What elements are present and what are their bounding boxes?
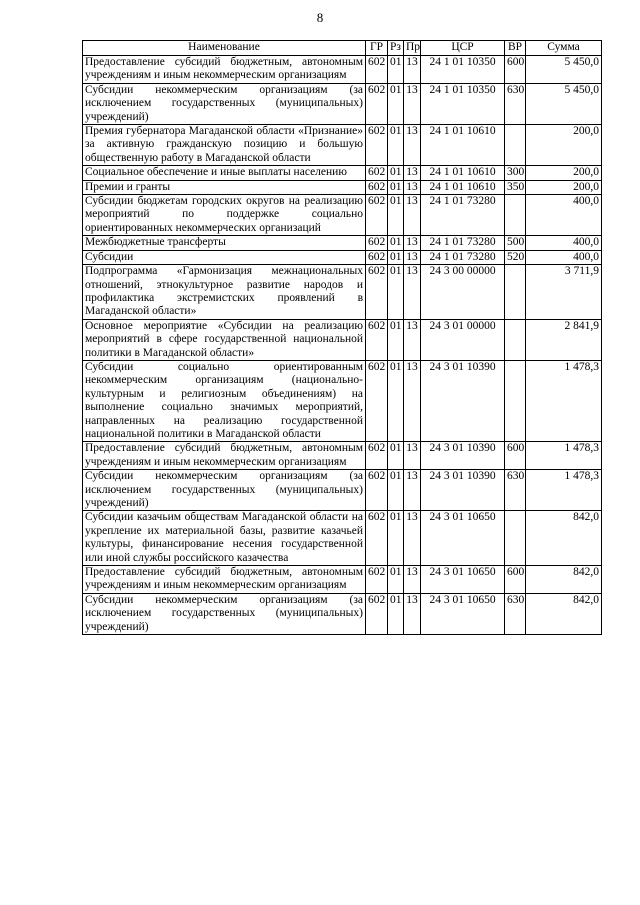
row-pr-cell: 13: [404, 125, 421, 166]
row-rz-cell: 01: [388, 511, 404, 566]
row-gr-cell: 602: [366, 511, 388, 566]
row-sum-cell: 1 478,3: [526, 360, 602, 441]
row-vr-cell: [505, 125, 526, 166]
row-gr-cell: 602: [366, 125, 388, 166]
row-rz-cell: 01: [388, 250, 404, 264]
row-pr-cell: 13: [404, 195, 421, 236]
row-vr-cell: [505, 319, 526, 360]
row-csr-cell: 24 1 01 10610: [421, 166, 505, 180]
row-csr-cell: 24 1 01 10350: [421, 83, 505, 124]
table-row: [83, 56, 602, 84]
row-sum-cell: 5 450,0: [526, 83, 602, 124]
row-pr-cell: 13: [404, 83, 421, 124]
row-name-cell: Премии и гранты: [83, 180, 366, 194]
row-pr-cell: 13: [404, 250, 421, 264]
row-pr-cell: 13: [404, 566, 421, 594]
row-rz-cell: 01: [388, 236, 404, 250]
table-row: [83, 83, 602, 124]
row-gr-cell: 602: [366, 442, 388, 470]
row-sum-cell: 1 478,3: [526, 470, 602, 511]
row-pr-cell: 13: [404, 236, 421, 250]
row-csr-cell: 24 3 01 10650: [421, 593, 505, 634]
row-rz-cell: 01: [388, 470, 404, 511]
row-rz-cell: 01: [388, 195, 404, 236]
row-csr-cell: 24 1 01 10350: [421, 56, 505, 84]
row-vr-cell: [505, 511, 526, 566]
table-row: [83, 180, 602, 194]
table-row: [83, 250, 602, 264]
row-name-cell: Субсидии некоммерческим организациям (за исключением государственных (муниципальных) учреждений): [83, 593, 366, 634]
table-header: [83, 41, 602, 56]
row-name-cell: Социальное обеспечение и иные выплаты населению: [83, 166, 366, 180]
row-gr-cell: 602: [366, 180, 388, 194]
row-pr-cell: 13: [404, 360, 421, 441]
row-sum-cell: 2 841,9: [526, 319, 602, 360]
row-rz-cell: 01: [388, 83, 404, 124]
row-gr-cell: 602: [366, 236, 388, 250]
header-rz: Рз: [388, 41, 404, 56]
row-vr-cell: 630: [505, 593, 526, 634]
row-sum-cell: 200,0: [526, 166, 602, 180]
row-sum-cell: 842,0: [526, 566, 602, 594]
row-gr-cell: 602: [366, 360, 388, 441]
table-row: [83, 442, 602, 470]
row-sum-cell: 5 450,0: [526, 56, 602, 84]
row-gr-cell: 602: [366, 319, 388, 360]
row-pr-cell: 13: [404, 166, 421, 180]
table-row: [83, 166, 602, 180]
header-pr: Пр: [404, 41, 421, 56]
row-sum-cell: 1 478,3: [526, 442, 602, 470]
row-vr-cell: [505, 360, 526, 441]
table-row: [83, 360, 602, 441]
row-pr-cell: 13: [404, 511, 421, 566]
table-body: [83, 56, 602, 635]
row-rz-cell: 01: [388, 442, 404, 470]
row-rz-cell: 01: [388, 166, 404, 180]
row-gr-cell: 602: [366, 566, 388, 594]
row-name-cell: Субсидии бюджетам городских округов на реализацию мероприятий по поддержке социально ориентированных некоммерческих организаций: [83, 195, 366, 236]
row-gr-cell: 602: [366, 593, 388, 634]
row-rz-cell: 01: [388, 56, 404, 84]
row-gr-cell: 602: [366, 56, 388, 84]
table-row: [83, 593, 602, 634]
row-rz-cell: 01: [388, 566, 404, 594]
row-gr-cell: 602: [366, 83, 388, 124]
row-vr-cell: 350: [505, 180, 526, 194]
row-pr-cell: 13: [404, 593, 421, 634]
row-rz-cell: 01: [388, 593, 404, 634]
row-pr-cell: 13: [404, 56, 421, 84]
row-sum-cell: 842,0: [526, 511, 602, 566]
row-rz-cell: 01: [388, 319, 404, 360]
row-sum-cell: 200,0: [526, 180, 602, 194]
table-row: [83, 265, 602, 320]
row-vr-cell: 520: [505, 250, 526, 264]
row-name-cell: Субсидии социально ориентированным некоммерческим организациям (национально-культурным и религиозным объединениям) на выполнение социально значимых мероприятий, направленных на реализацию государственной национальной политики в Магаданской области: [83, 360, 366, 441]
row-name-cell: Субсидии: [83, 250, 366, 264]
row-gr-cell: 602: [366, 166, 388, 180]
row-vr-cell: 600: [505, 566, 526, 594]
row-vr-cell: 600: [505, 56, 526, 84]
row-csr-cell: 24 3 00 00000: [421, 265, 505, 320]
row-vr-cell: [505, 265, 526, 320]
row-sum-cell: 200,0: [526, 125, 602, 166]
row-rz-cell: 01: [388, 180, 404, 194]
table-row: [83, 566, 602, 594]
row-rz-cell: 01: [388, 360, 404, 441]
row-csr-cell: 24 3 01 10390: [421, 360, 505, 441]
row-name-cell: Подпрограмма «Гармонизация межнациональных отношений, этнокультурное развитие народов и профилактика экстремистских проявлений в Магаданской области»: [83, 265, 366, 320]
row-vr-cell: 500: [505, 236, 526, 250]
table-row: [83, 236, 602, 250]
row-csr-cell: 24 3 01 10650: [421, 566, 505, 594]
table-row: [83, 470, 602, 511]
row-csr-cell: 24 1 01 73280: [421, 250, 505, 264]
row-csr-cell: 24 3 01 10390: [421, 470, 505, 511]
row-sum-cell: 3 711,9: [526, 265, 602, 320]
row-rz-cell: 01: [388, 125, 404, 166]
row-name-cell: Межбюджетные трансферты: [83, 236, 366, 250]
row-name-cell: Субсидии некоммерческим организациям (за исключением государственных (муниципальных) учреждений): [83, 470, 366, 511]
row-pr-cell: 13: [404, 319, 421, 360]
row-vr-cell: 630: [505, 83, 526, 124]
row-csr-cell: 24 1 01 73280: [421, 236, 505, 250]
header-name: Наименование: [83, 41, 366, 56]
table-row: [83, 511, 602, 566]
row-sum-cell: 400,0: [526, 195, 602, 236]
row-sum-cell: 400,0: [526, 250, 602, 264]
row-name-cell: Предоставление субсидий бюджетным, автономным учреждениям и иным некоммерческим организациям: [83, 442, 366, 470]
row-name-cell: Субсидии некоммерческим организациям (за исключением государственных (муниципальных) учреждений): [83, 83, 366, 124]
header-sum: Сумма: [526, 41, 602, 56]
row-sum-cell: 400,0: [526, 236, 602, 250]
row-gr-cell: 602: [366, 265, 388, 320]
row-name-cell: Субсидии казачьим обществам Магаданской области на укрепление их материальной базы, развитие казачьей культуры, финансирование несения государственной или иной службы российского казачества: [83, 511, 366, 566]
row-gr-cell: 602: [366, 470, 388, 511]
row-vr-cell: 630: [505, 470, 526, 511]
row-csr-cell: 24 1 01 73280: [421, 195, 505, 236]
row-csr-cell: 24 1 01 10610: [421, 180, 505, 194]
header-vr: ВР: [505, 41, 526, 56]
header-csr: ЦСР: [421, 41, 505, 56]
row-name-cell: Предоставление субсидий бюджетным, автономным учреждениям и иным некоммерческим организациям: [83, 56, 366, 84]
row-rz-cell: 01: [388, 265, 404, 320]
row-name-cell: Премия губернатора Магаданской области «Признание» за активную гражданскую позицию и большую общественную работу в Магаданской области: [83, 125, 366, 166]
row-pr-cell: 13: [404, 442, 421, 470]
row-gr-cell: 602: [366, 195, 388, 236]
row-sum-cell: 842,0: [526, 593, 602, 634]
row-csr-cell: 24 1 01 10610: [421, 125, 505, 166]
header-row: [83, 41, 602, 56]
table-row: [83, 195, 602, 236]
row-pr-cell: 13: [404, 470, 421, 511]
row-csr-cell: 24 3 01 00000: [421, 319, 505, 360]
row-pr-cell: 13: [404, 180, 421, 194]
row-vr-cell: 300: [505, 166, 526, 180]
table-row: [83, 125, 602, 166]
page-number: 8: [316, 10, 324, 25]
header-gr: ГР: [366, 41, 388, 56]
table-row: [83, 319, 602, 360]
row-name-cell: Предоставление субсидий бюджетным, автономным учреждениям и иным некоммерческим организациям: [83, 566, 366, 594]
row-name-cell: Основное мероприятие «Субсидии на реализацию мероприятий в сфере государственной национальной политики в Магаданской области»: [83, 319, 366, 360]
row-gr-cell: 602: [366, 250, 388, 264]
row-pr-cell: 13: [404, 265, 421, 320]
row-csr-cell: 24 3 01 10390: [421, 442, 505, 470]
row-csr-cell: 24 3 01 10650: [421, 511, 505, 566]
row-vr-cell: [505, 195, 526, 236]
budget-table: [82, 40, 602, 635]
row-vr-cell: 600: [505, 442, 526, 470]
